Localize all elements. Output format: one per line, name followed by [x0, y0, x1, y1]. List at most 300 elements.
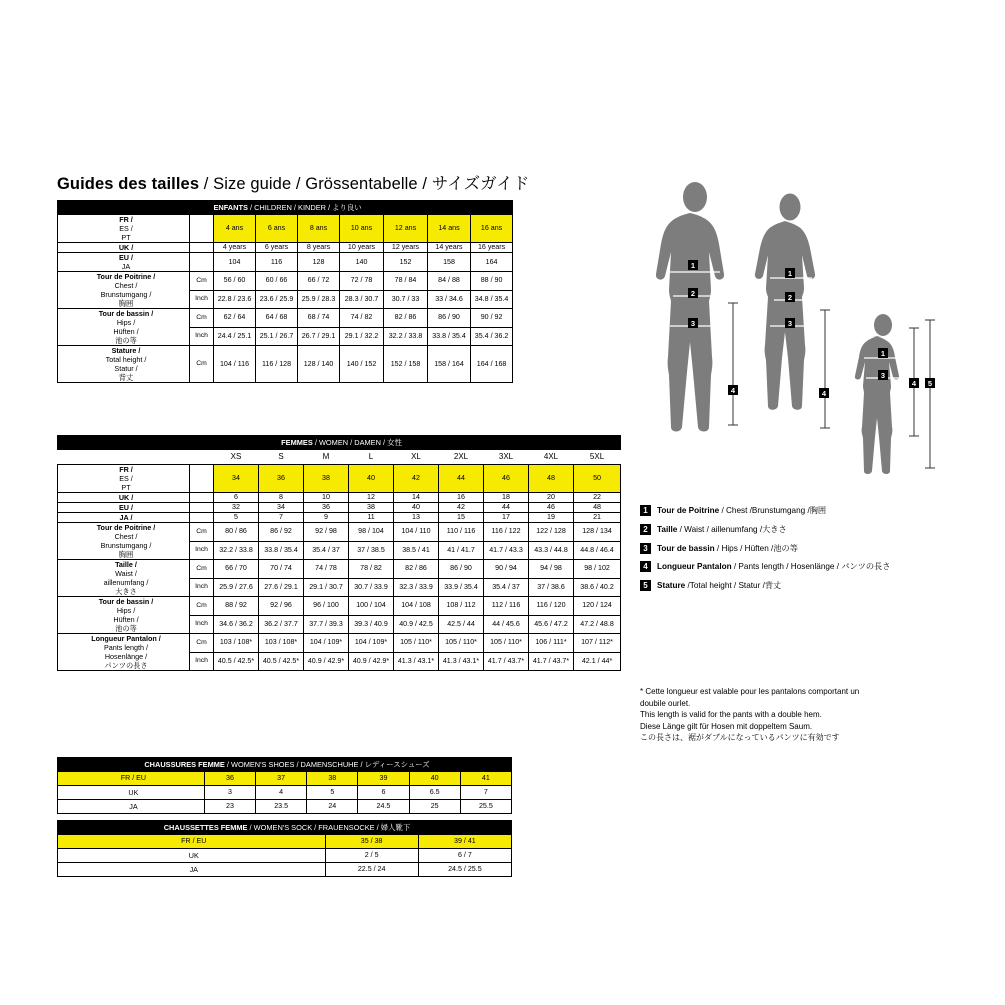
data-cell: 48	[529, 465, 574, 493]
data-cell: 2 / 5	[325, 849, 418, 863]
legend-item	[640, 580, 1000, 591]
data-cell: 38.5 / 41	[394, 541, 439, 560]
legend-item	[640, 543, 1000, 554]
data-cell: 41.7 / 43.7*	[529, 652, 574, 671]
table-row	[58, 309, 513, 328]
table-row	[58, 523, 621, 542]
legend-number-badge: 4	[640, 561, 651, 572]
unit-cell	[190, 493, 214, 503]
data-cell: 32.3 / 33.9	[394, 578, 439, 597]
data-cell: 104 / 109*	[349, 634, 394, 653]
data-cell: 140 / 152	[340, 346, 384, 383]
data-cell: 30.7 / 33	[384, 290, 428, 309]
data-cell: 8	[259, 493, 304, 503]
data-cell: 37.7 / 39.3	[304, 615, 349, 634]
data-cell: 158	[428, 253, 471, 272]
figure-mark-2-woman: 2	[785, 292, 795, 302]
table-header: CHAUSSETTES FEMME / WOMEN'S SOCK / FRAUENSOCKE / 婦人靴下	[58, 821, 512, 835]
body-silhouettes	[640, 180, 970, 480]
spacer-cell	[58, 450, 214, 465]
page-title	[57, 170, 530, 194]
row-label: FR / ES / PT	[58, 465, 190, 493]
silhouettes-svg	[640, 180, 970, 480]
data-cell: 36	[204, 772, 255, 786]
data-cell: 15	[439, 513, 484, 523]
footnote	[640, 686, 1000, 744]
data-cell: 68 / 74	[298, 309, 340, 328]
data-cell: 4	[256, 786, 307, 800]
table-header-row	[58, 821, 512, 835]
legend-label: Tour de Poitrine / Chest /Brunstumgang /胸囲	[657, 506, 827, 515]
data-cell: 108 / 112	[439, 597, 484, 616]
data-cell: 96 / 100	[304, 597, 349, 616]
legend-label: Longueur Pantalon / Pants length / Hosenlänge / パンツの長さ	[657, 562, 891, 572]
data-cell: 78 / 82	[349, 560, 394, 579]
data-cell: 42	[439, 503, 484, 513]
women-size-table	[57, 435, 621, 671]
data-cell: 6 years	[256, 243, 298, 253]
row-label: Tour de bassin / Hips / Hüften / 池の等	[58, 309, 190, 346]
data-cell: 17	[484, 513, 529, 523]
data-cell: 5	[214, 513, 259, 523]
size-header-cell: L	[349, 450, 394, 465]
data-cell: 6	[358, 786, 409, 800]
data-cell: 100 / 104	[349, 597, 394, 616]
data-cell: 40	[349, 465, 394, 493]
size-header-cell: XL	[394, 450, 439, 465]
row-label: Tour de Poitrine / Chest / Brunstumgang / 胸囲	[58, 272, 190, 309]
measurement-legend	[640, 505, 1000, 599]
data-cell: 34.8 / 35.4	[471, 290, 513, 309]
data-cell: 116 / 122	[484, 523, 529, 542]
data-cell: 64 / 68	[256, 309, 298, 328]
data-cell: 39	[358, 772, 409, 786]
data-cell: 44	[439, 465, 484, 493]
data-cell: 86 / 90	[428, 309, 471, 328]
women-shoes-table	[57, 757, 512, 814]
footnote-line-1: * Cette longueur est valable pour les pantalons comportant un	[640, 687, 860, 696]
data-cell: 39.3 / 40.9	[349, 615, 394, 634]
figure-mark-4-man: 4	[728, 385, 738, 395]
data-cell: 35 / 38	[325, 835, 418, 849]
data-cell: 82 / 86	[384, 309, 428, 328]
data-cell: 36.2 / 37.7	[259, 615, 304, 634]
data-cell: 19	[529, 513, 574, 523]
unit-cell: Inch	[190, 541, 214, 560]
data-cell: 90 / 94	[484, 560, 529, 579]
size-header-cell: 2XL	[439, 450, 484, 465]
table-row	[58, 800, 512, 814]
data-cell: 164 / 168	[471, 346, 513, 383]
data-cell: 6 ans	[256, 215, 298, 243]
data-cell: 25	[409, 800, 460, 814]
data-cell: 21	[574, 513, 621, 523]
table-header: CHAUSSURES FEMME / WOMEN'S SHOES / DAMENSCHUHE / レディースシューズ	[58, 758, 512, 772]
data-cell: 40.9 / 42.9*	[349, 652, 394, 671]
data-cell: 7	[259, 513, 304, 523]
row-label: JA	[58, 863, 326, 877]
data-cell: 158 / 164	[428, 346, 471, 383]
table-row	[58, 560, 621, 579]
data-cell: 112 / 116	[484, 597, 529, 616]
data-cell: 4 years	[214, 243, 256, 253]
data-cell: 36	[259, 465, 304, 493]
data-cell: 103 / 108*	[259, 634, 304, 653]
data-cell: 33.9 / 35.4	[439, 578, 484, 597]
data-cell: 92 / 98	[304, 523, 349, 542]
data-cell: 46	[529, 503, 574, 513]
row-label: FR / EU	[58, 772, 205, 786]
data-cell: 16	[439, 493, 484, 503]
data-cell: 56 / 60	[214, 272, 256, 291]
unit-cell: Inch	[190, 578, 214, 597]
table-row	[58, 503, 621, 513]
data-cell: 42.1 / 44*	[574, 652, 621, 671]
legend-number-badge: 1	[640, 505, 651, 516]
data-cell: 25.1 / 26.7	[256, 327, 298, 346]
data-cell: 42.5 / 44	[439, 615, 484, 634]
data-cell: 29.1 / 32.2	[340, 327, 384, 346]
data-cell: 110 / 116	[439, 523, 484, 542]
size-header-cell: XS	[214, 450, 259, 465]
data-cell: 24	[307, 800, 358, 814]
data-cell: 66 / 70	[214, 560, 259, 579]
child-silhouette	[855, 314, 899, 474]
data-cell: 104 / 110	[394, 523, 439, 542]
data-cell: 12	[349, 493, 394, 503]
unit-cell	[190, 243, 214, 253]
data-cell: 8 ans	[298, 215, 340, 243]
data-cell: 72 / 78	[340, 272, 384, 291]
data-cell: 20	[529, 493, 574, 503]
data-cell: 41 / 41.7	[439, 541, 484, 560]
footnote-line-5: この長さは、裾がダブルになっているパンツに有効です	[640, 733, 840, 743]
size-header-row	[58, 450, 621, 465]
data-cell: 25.5	[460, 800, 511, 814]
data-cell: 120 / 124	[574, 597, 621, 616]
data-cell: 16 years	[471, 243, 513, 253]
data-cell: 10	[304, 493, 349, 503]
data-cell: 104 / 108	[394, 597, 439, 616]
legend-number-badge: 2	[640, 524, 651, 535]
legend-number-badge: 5	[640, 580, 651, 591]
data-cell: 105 / 110*	[394, 634, 439, 653]
data-cell: 32	[214, 503, 259, 513]
data-cell: 105 / 110*	[439, 634, 484, 653]
data-cell: 37	[256, 772, 307, 786]
data-cell: 88 / 92	[214, 597, 259, 616]
data-cell: 11	[349, 513, 394, 523]
row-label: Stature / Total height / Statur / 背丈	[58, 346, 190, 383]
data-cell: 33 / 34.6	[428, 290, 471, 309]
data-cell: 92 / 96	[259, 597, 304, 616]
data-cell: 104 / 116	[214, 346, 256, 383]
data-cell: 32.2 / 33.8	[384, 327, 428, 346]
data-cell: 39 / 41	[418, 835, 511, 849]
data-cell: 38.6 / 40.2	[574, 578, 621, 597]
data-cell: 116 / 120	[529, 597, 574, 616]
footnote-line-2: doubile ourlet.	[640, 698, 691, 708]
data-cell: 40.9 / 42.5	[394, 615, 439, 634]
legend-label: Taille / Waist / aillenumfang /大きさ	[657, 524, 787, 534]
row-label: Tour de bassin / Hips / Hüften / 池の等	[58, 597, 190, 634]
data-cell: 22.8 / 23.6	[214, 290, 256, 309]
data-cell: 38	[304, 465, 349, 493]
figure-mark-2-man: 2	[688, 288, 698, 298]
table-row	[58, 772, 512, 786]
data-cell: 45.6 / 47.2	[529, 615, 574, 634]
data-cell: 86 / 90	[439, 560, 484, 579]
data-cell: 40.9 / 42.9*	[304, 652, 349, 671]
data-cell: 35.4 / 37	[304, 541, 349, 560]
table-header-row	[58, 201, 513, 215]
data-cell: 13	[394, 513, 439, 523]
legend-item	[640, 561, 1000, 572]
data-cell: 6 / 7	[418, 849, 511, 863]
legend-item	[640, 524, 1000, 535]
size-header-cell: 3XL	[484, 450, 529, 465]
data-cell: 25.9 / 27.6	[214, 578, 259, 597]
table-row	[58, 597, 621, 616]
data-cell: 7	[460, 786, 511, 800]
unit-cell	[190, 465, 214, 493]
data-cell: 33.8 / 35.4	[428, 327, 471, 346]
row-label: UK	[58, 849, 326, 863]
data-cell: 40	[394, 503, 439, 513]
unit-cell	[190, 215, 214, 243]
data-cell: 34	[214, 465, 259, 493]
data-cell: 164	[471, 253, 513, 272]
figure-mark-1-man: 1	[688, 260, 698, 270]
unit-cell: Inch	[190, 652, 214, 671]
data-cell: 41.3 / 43.1*	[439, 652, 484, 671]
data-cell: 42	[394, 465, 439, 493]
legend-label: Tour de bassin / Hips / Hüften /池の等	[657, 543, 798, 553]
data-cell: 122 / 128	[529, 523, 574, 542]
measure-lines-dark	[728, 303, 935, 468]
data-cell: 6.5	[409, 786, 460, 800]
data-cell: 104 / 109*	[304, 634, 349, 653]
data-cell: 41.7 / 43.3	[484, 541, 529, 560]
data-cell: 44.8 / 46.4	[574, 541, 621, 560]
data-cell: 24.4 / 25.1	[214, 327, 256, 346]
data-cell: 23	[204, 800, 255, 814]
data-cell: 80 / 86	[214, 523, 259, 542]
data-cell: 46	[484, 465, 529, 493]
data-cell: 34	[259, 503, 304, 513]
table-row	[58, 513, 621, 523]
man-silhouette	[656, 182, 724, 432]
data-cell: 35.4 / 36.2	[471, 327, 513, 346]
table-row	[58, 465, 621, 493]
data-cell: 10 ans	[340, 215, 384, 243]
data-cell: 47.2 / 48.8	[574, 615, 621, 634]
data-cell: 84 / 88	[428, 272, 471, 291]
row-label: JA	[58, 800, 205, 814]
data-cell: 12 years	[384, 243, 428, 253]
unit-cell	[190, 503, 214, 513]
data-cell: 152 / 158	[384, 346, 428, 383]
data-cell: 24.5 / 25.5	[418, 863, 511, 877]
data-cell: 116	[256, 253, 298, 272]
data-cell: 37 / 38.5	[349, 541, 394, 560]
row-label: Longueur Pantalon / Pants length / Hosenlänge / パンツの長さ	[58, 634, 190, 671]
data-cell: 107 / 112*	[574, 634, 621, 653]
data-cell: 66 / 72	[298, 272, 340, 291]
data-cell: 41.7 / 43.7*	[484, 652, 529, 671]
unit-cell: Cm	[190, 523, 214, 542]
women-socks-table	[57, 820, 512, 877]
figure-mark-3-man: 3	[688, 318, 698, 328]
table-row	[58, 634, 621, 653]
unit-cell: Cm	[190, 272, 214, 291]
unit-cell: Cm	[190, 346, 214, 383]
data-cell: 10 years	[340, 243, 384, 253]
data-cell: 32.2 / 33.8	[214, 541, 259, 560]
data-cell: 74 / 78	[304, 560, 349, 579]
data-cell: 33.8 / 35.4	[259, 541, 304, 560]
row-label: UK	[58, 786, 205, 800]
unit-cell: Cm	[190, 634, 214, 653]
legend-item	[640, 505, 1000, 516]
data-cell: 27.6 / 29.1	[259, 578, 304, 597]
data-cell: 94 / 98	[529, 560, 574, 579]
page-title-rest: / Size guide / Grössentabelle / サイズガイド	[199, 175, 530, 193]
table-row	[58, 243, 513, 253]
unit-cell: Cm	[190, 597, 214, 616]
data-cell: 78 / 84	[384, 272, 428, 291]
data-cell: 44 / 45.6	[484, 615, 529, 634]
data-cell: 70 / 74	[259, 560, 304, 579]
row-label: FR / ES / PT	[58, 215, 190, 243]
data-cell: 40.5 / 42.5*	[214, 652, 259, 671]
row-label: Taille / Waist / aillenumfang / 大きさ	[58, 560, 190, 597]
data-cell: 38	[307, 772, 358, 786]
data-cell: 60 / 66	[256, 272, 298, 291]
table-row	[58, 215, 513, 243]
data-cell: 26.7 / 29.1	[298, 327, 340, 346]
data-cell: 82 / 86	[394, 560, 439, 579]
size-header-cell: 4XL	[529, 450, 574, 465]
data-cell: 152	[384, 253, 428, 272]
unit-cell	[190, 253, 214, 272]
data-cell: 22	[574, 493, 621, 503]
row-label: JA /	[58, 513, 190, 523]
data-cell: 50	[574, 465, 621, 493]
data-cell: 23.5	[256, 800, 307, 814]
data-cell: 14 ans	[428, 215, 471, 243]
footnote-line-3: This length is valid for the pants with a double hem.	[640, 710, 822, 720]
data-cell: 8 years	[298, 243, 340, 253]
table-row	[58, 786, 512, 800]
table-header-row	[58, 758, 512, 772]
data-cell: 3	[204, 786, 255, 800]
data-cell: 48	[574, 503, 621, 513]
unit-cell: Cm	[190, 309, 214, 328]
unit-cell	[190, 513, 214, 523]
data-cell: 24.5	[358, 800, 409, 814]
legend-label: Stature /Total height / Statur /背丈	[657, 581, 782, 590]
data-cell: 128 / 134	[574, 523, 621, 542]
data-cell: 29.1 / 30.7	[304, 578, 349, 597]
data-cell: 30.7 / 33.9	[349, 578, 394, 597]
data-cell: 35.4 / 37	[484, 578, 529, 597]
row-label: Tour de Poitrine / Chest / Brunstumgang / 胸囲	[58, 523, 190, 560]
data-cell: 41	[460, 772, 511, 786]
data-cell: 90 / 92	[471, 309, 513, 328]
data-cell: 22.5 / 24	[325, 863, 418, 877]
data-cell: 28.3 / 30.7	[340, 290, 384, 309]
data-cell: 44	[484, 503, 529, 513]
data-cell: 41.3 / 43.1*	[394, 652, 439, 671]
data-cell: 25.9 / 28.3	[298, 290, 340, 309]
data-cell: 106 / 111*	[529, 634, 574, 653]
table-row	[58, 346, 513, 383]
figure-mark-3-woman: 3	[785, 318, 795, 328]
data-cell: 36	[304, 503, 349, 513]
data-cell: 9	[304, 513, 349, 523]
children-size-table	[57, 200, 513, 383]
unit-cell: Inch	[190, 290, 214, 309]
data-cell: 104	[214, 253, 256, 272]
figure-mark-1-woman: 1	[785, 268, 795, 278]
row-label: EU / JA	[58, 253, 190, 272]
legend-number-badge: 3	[640, 543, 651, 554]
row-label: UK /	[58, 243, 190, 253]
data-cell: 5	[307, 786, 358, 800]
table-row	[58, 863, 512, 877]
row-label: EU /	[58, 503, 190, 513]
table-header: ENFANTS / CHILDREN / KINDER / より良い	[58, 201, 513, 215]
figure-mark-5-child: 5	[925, 378, 935, 388]
data-cell: 4 ans	[214, 215, 256, 243]
data-cell: 23.6 / 25.9	[256, 290, 298, 309]
data-cell: 18	[484, 493, 529, 503]
table-row	[58, 849, 512, 863]
data-cell: 62 / 64	[214, 309, 256, 328]
data-cell: 103 / 108*	[214, 634, 259, 653]
figure-mark-1-child: 1	[878, 348, 888, 358]
data-cell: 140	[340, 253, 384, 272]
row-label: UK /	[58, 493, 190, 503]
unit-cell: Inch	[190, 615, 214, 634]
data-cell: 88 / 90	[471, 272, 513, 291]
figure-mark-4-woman: 4	[819, 388, 829, 398]
data-cell: 43.3 / 44.8	[529, 541, 574, 560]
data-cell: 37 / 38.6	[529, 578, 574, 597]
table-header: FEMMES / WOMEN / DAMEN / 女性	[58, 436, 621, 450]
data-cell: 128 / 140	[298, 346, 340, 383]
data-cell: 38	[349, 503, 394, 513]
data-cell: 6	[214, 493, 259, 503]
size-header-cell: 5XL	[574, 450, 621, 465]
data-cell: 86 / 92	[259, 523, 304, 542]
unit-cell: Inch	[190, 327, 214, 346]
table-row	[58, 493, 621, 503]
data-cell: 128	[298, 253, 340, 272]
table-row	[58, 253, 513, 272]
data-cell: 16 ans	[471, 215, 513, 243]
data-cell: 34.6 / 36.2	[214, 615, 259, 634]
data-cell: 14	[394, 493, 439, 503]
figure-mark-4-child: 4	[909, 378, 919, 388]
data-cell: 14 years	[428, 243, 471, 253]
figure-mark-3-child: 3	[878, 370, 888, 380]
unit-cell: Cm	[190, 560, 214, 579]
table-row	[58, 835, 512, 849]
data-cell: 98 / 104	[349, 523, 394, 542]
data-cell: 40.5 / 42.5*	[259, 652, 304, 671]
